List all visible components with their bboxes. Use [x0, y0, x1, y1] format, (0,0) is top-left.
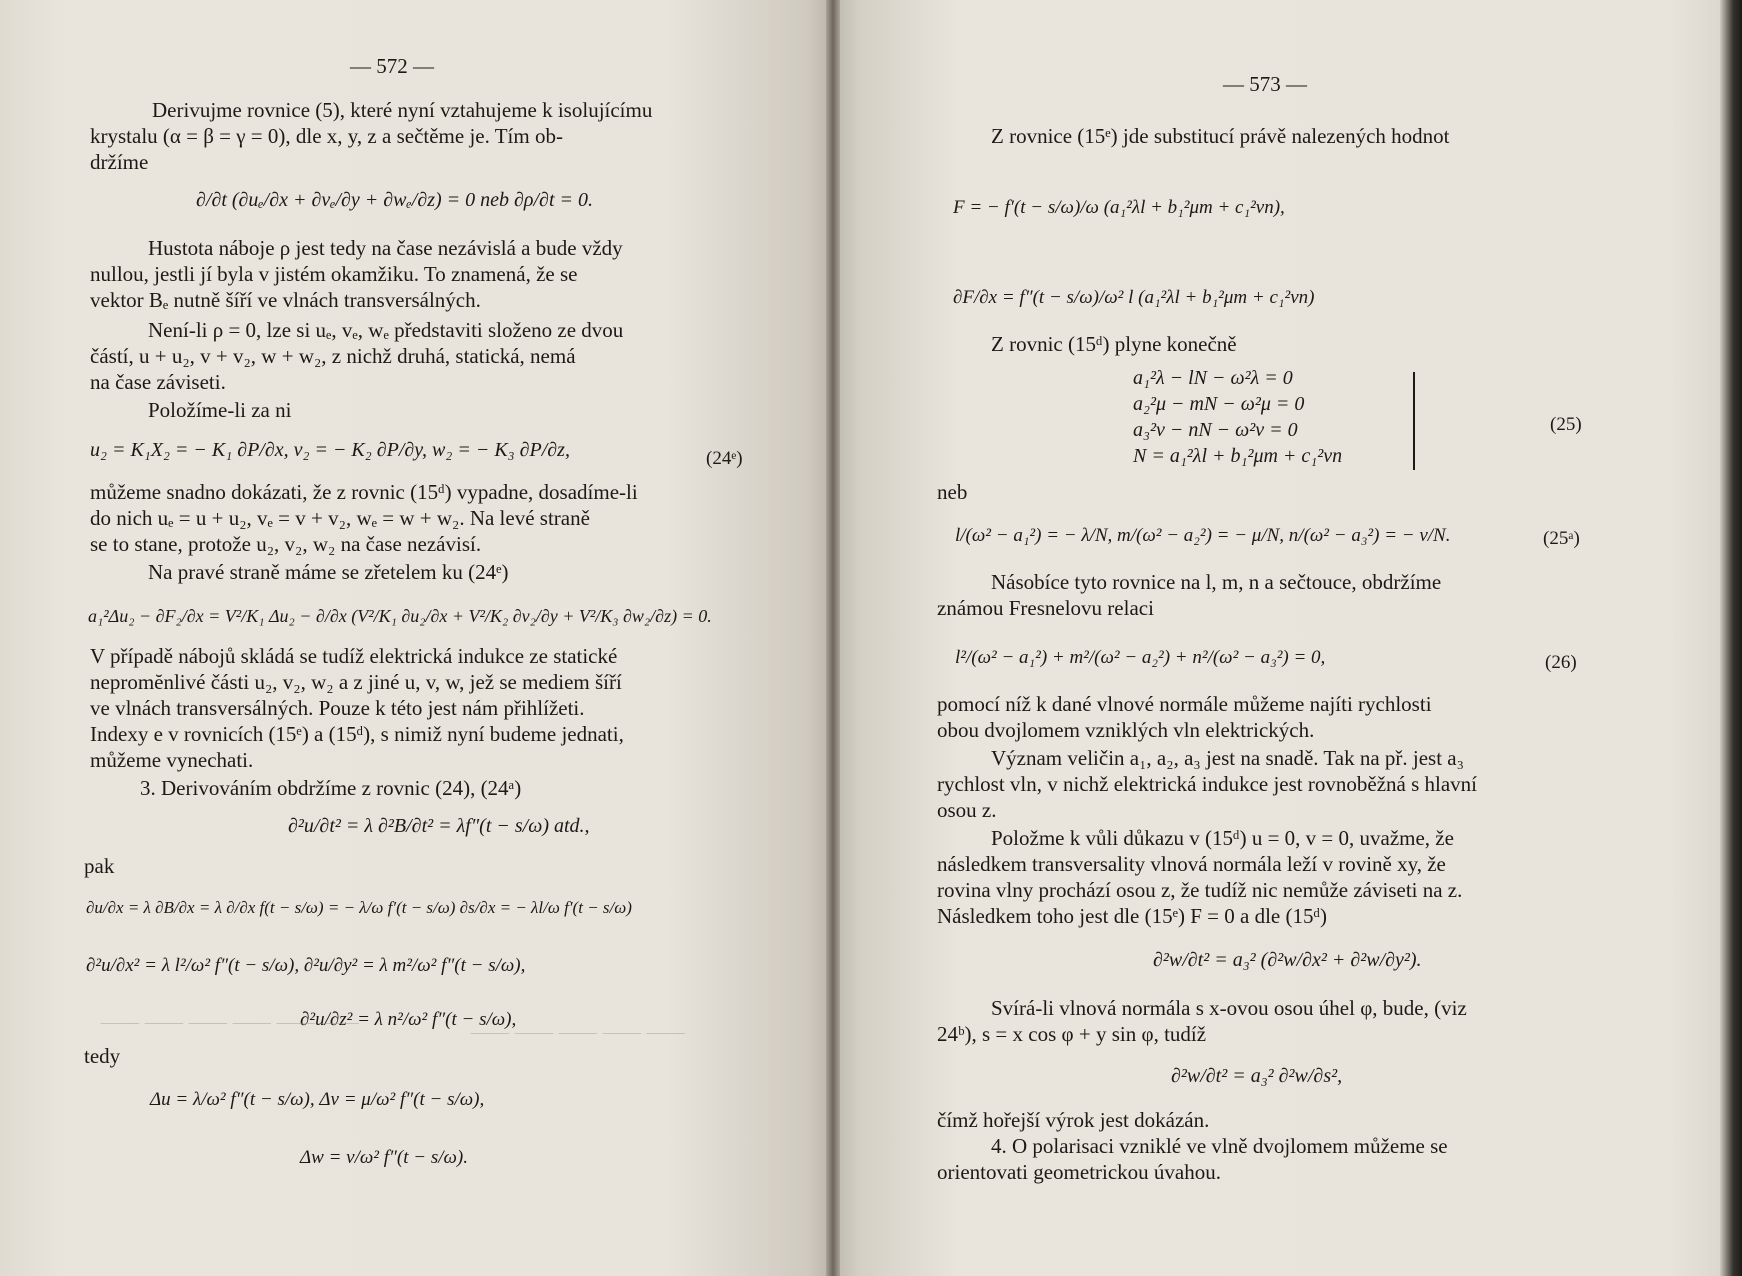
text-line: do nich uₑ = u + u₂, vₑ = v + v₂, wₑ = w + w₂. Na levé straně	[90, 506, 590, 530]
text-line: držíme	[90, 150, 149, 174]
text-line: Násobíce tyto rovnice na l, m, n a sečtouce, obdržíme	[991, 570, 1442, 594]
right-page	[833, 0, 1742, 1276]
text-line: nullou, jestli jí byla v jistém okamžiku. To znamená, že se	[90, 262, 578, 286]
text-line: 4. O polarisaci vzniklé ve vlně dvojlomem můžeme se	[991, 1134, 1448, 1158]
equation-number: (24ᵉ)	[706, 448, 743, 469]
text-line: můžeme snadno dokázati, že z rovnic (15ᵈ) vypadne, dosadíme-li	[90, 480, 638, 504]
text-line: 3. Derivováním obdržíme z rovnic (24), (24ᵃ)	[140, 776, 522, 800]
text-line: pak	[84, 854, 115, 878]
equation-number: (25)	[1550, 414, 1582, 435]
text-line: Z rovnic (15ᵈ) plyne konečně	[991, 332, 1237, 356]
text-line: ve vlnách transversálných. Pouze k této jest nám přihlížeti.	[90, 696, 585, 720]
text-line: známou Fresnelovu relaci	[937, 596, 1154, 620]
equation: ∂F/∂x = f″(t − s/ω)/ω² l (a₁²λl + b₁²μm + c₁²νn)	[953, 287, 1315, 308]
text-line: Derivujme rovnice (5), které nyní vztahujeme k isolujícímu	[152, 98, 653, 122]
text-line: na čase záviseti.	[90, 370, 226, 394]
book-edge	[1720, 0, 1742, 1276]
text-line: osou z.	[937, 798, 997, 822]
text-line: orientovati geometrickou úvahou.	[937, 1160, 1222, 1184]
text-line: rovina vlny prochází osou z, že tudíž nic nemůže záviseti na z.	[937, 878, 1463, 902]
equation: ∂²u/∂x² = λ l²/ω² f″(t − s/ω), ∂²u/∂y² = λ m²/ω² f″(t − s/ω),	[86, 955, 526, 976]
text-line: Položíme-li za ni	[148, 398, 292, 422]
equation: Δu = λ/ω² f″(t − s/ω), Δv = μ/ω² f″(t − s/ω),	[150, 1089, 485, 1110]
text-line: neb	[937, 480, 968, 504]
equation-number: (25ᵃ)	[1543, 528, 1580, 549]
equation: a₁²Δu₂ − ∂F₂/∂x = V²/K₁ Δu₂ − ∂/∂x (V²/K₁ ∂u₂/∂x + V²/K₂ ∂v₂/∂y + V²/K₃ ∂w₂/∂z) = 0.	[88, 606, 712, 626]
page-number-left: — 572 —	[350, 54, 434, 78]
equation: Δw = ν/ω² f″(t − s/ω).	[300, 1147, 469, 1168]
equation: a₂²μ − mN − ω²μ = 0	[1133, 393, 1305, 415]
text-line: V případě nábojů skládá se tudíž elektrická indukce ze statické	[90, 644, 618, 668]
equation-brace	[1407, 372, 1415, 470]
text-line: 24ᵇ), s = x cos φ + y sin φ, tudíž	[937, 1022, 1207, 1046]
equation: N = a₁²λl + b₁²μm + c₁²νn	[1133, 445, 1343, 467]
text-line: rychlost vln, v nichž elektrická indukce jest rovnoběžná s hlavní	[937, 772, 1478, 796]
text-line: pomocí níž k dané vlnové normále můžeme najíti rychlosti	[937, 692, 1432, 716]
text-line: Hustota náboje ρ jest tedy na čase nezávislá a bude vždy	[148, 236, 623, 260]
text-line: Následkem toho jest dle (15ᵉ) F = 0 a dle (15ᵈ)	[937, 904, 1328, 928]
equation: l/(ω² − a₁²) = − λ/N, m/(ω² − a₂²) = − μ/N, n/(ω² − a₃²) = − ν/N.	[955, 525, 1451, 546]
equation: ∂²w/∂t² = a₃² (∂²w/∂x² + ∂²w/∂y²).	[1153, 949, 1422, 971]
page-number-right: — 573 —	[1223, 72, 1307, 96]
equation: a₁²λ − lN − ω²λ = 0	[1133, 367, 1293, 389]
equation: ∂²w/∂t² = a₃² ∂²w/∂s²,	[1171, 1065, 1343, 1087]
text-line: Indexy e v rovnicích (15ᵉ) a (15ᵈ), s nimiž nyní budeme jednati,	[90, 722, 624, 746]
text-line: krystalu (α = β = γ = 0), dle x, y, z a sečtěme je. Tím ob-	[90, 124, 563, 148]
bleed-through: ⸻ ⸻ ⸻ ⸻ ⸻ ⸻	[100, 1015, 360, 1032]
text-line: můžeme vynechati.	[90, 748, 254, 772]
text-line: obou dvojlomem vzniklých vln elektrických.	[937, 718, 1315, 742]
equation: ∂²u/∂z² = λ n²/ω² f″(t − s/ω),	[300, 1009, 517, 1030]
equation: l²/(ω² − a₁²) + m²/(ω² − a₂²) + n²/(ω² − a₃²) = 0,	[955, 647, 1326, 668]
left-page	[0, 0, 833, 1276]
text-line: Svírá-li vlnová normála s x-ovou osou úhel φ, bude, (viz	[991, 996, 1467, 1020]
text-line: vektor Bₑ nutně šíří ve vlnách transversálných.	[90, 288, 481, 312]
book-gutter	[826, 0, 840, 1276]
equation: ∂²u/∂t² = λ ∂²B/∂t² = λf″(t − s/ω) atd.,	[288, 815, 590, 837]
text-line: čímž hořejší výrok jest dokázán.	[937, 1108, 1210, 1132]
text-line: Položme k vůli důkazu v (15ᵈ) u = 0, v = 0, uvažme, že	[991, 826, 1454, 850]
text-line: se to stane, protože u₂, v₂, w₂ na čase nezávisí.	[90, 532, 482, 556]
text-line: nepromĕnlivé části u₂, v₂, w₂ a z jiné u, v, w, jež se mediem šíří	[90, 670, 622, 694]
text-line: Z rovnice (15ᵉ) jde substitucí právě nalezených hodnot	[991, 124, 1450, 148]
text-line: Význam veličin a₁, a₂, a₃ jest na snadě. Tak na př. jest a₃	[991, 746, 1464, 770]
equation: F = − f′(t − s/ω)/ω (a₁²λl + b₁²μm + c₁²νn),	[953, 197, 1285, 218]
equation: ∂/∂t (∂uₑ/∂x + ∂vₑ/∂y + ∂wₑ/∂z) = 0 neb ∂ρ/∂t = 0.	[196, 189, 593, 211]
text-line: následkem transversality vlnová normála leží v rovině xy, že	[937, 852, 1446, 876]
equation-number: (26)	[1545, 652, 1577, 673]
equation: u₂ = K₁X₂ = − K₁ ∂P/∂x, v₂ = − K₂ ∂P/∂y, w₂ = − K₃ ∂P/∂z,	[90, 439, 570, 461]
equation: ∂u/∂x = λ ∂B/∂x = λ ∂/∂x f(t − s/ω) = − λ/ω f′(t − s/ω) ∂s/∂x = − λl/ω f′(t − s/ω)	[86, 898, 632, 917]
bleed-through: ⸻ ⸻ ⸻ ⸻ ⸻	[470, 1025, 686, 1042]
text-line: částí, u + u₂, v + v₂, w + w₂, z nichž druhá, statická, nemá	[90, 344, 576, 368]
text-line: tedy	[84, 1044, 121, 1068]
text-line: Na pravé straně máme se zřetelem ku (24ᵉ)	[148, 560, 509, 584]
text-line: Není-li ρ = 0, lze si uₑ, vₑ, wₑ představiti složeno ze dvou	[148, 318, 624, 342]
equation: a₃²ν − nN − ω²ν = 0	[1133, 419, 1298, 441]
